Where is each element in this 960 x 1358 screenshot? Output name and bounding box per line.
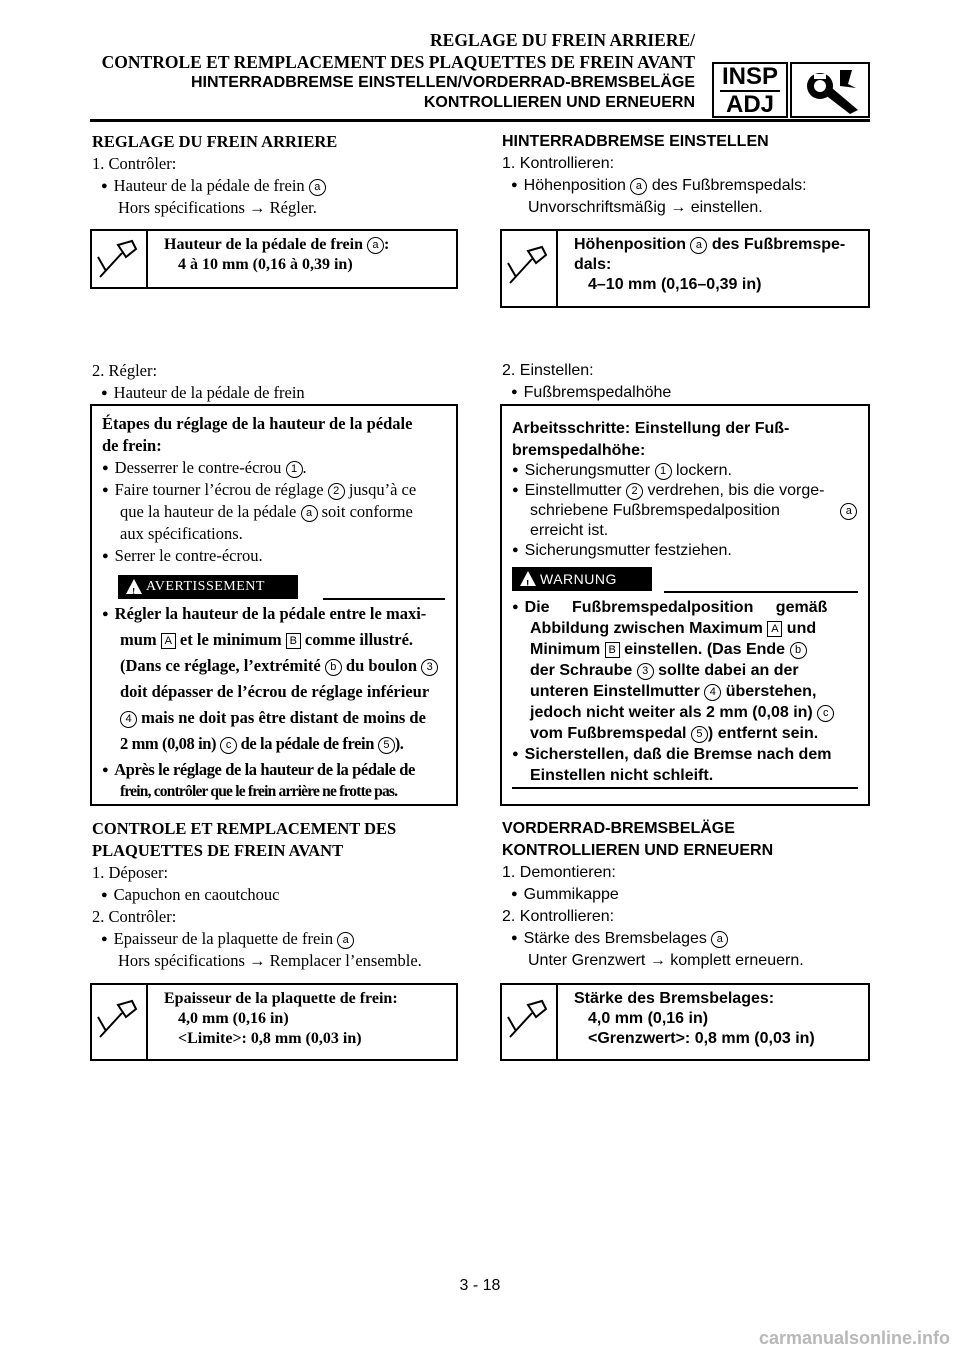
ref-1-marker: 1 bbox=[655, 463, 672, 480]
header-title-fr-1: REGLAGE DU FREIN ARRIERE/ bbox=[430, 30, 695, 50]
ref-2-marker: 2 bbox=[626, 483, 643, 500]
ref-a-marker: a bbox=[630, 178, 647, 195]
ref-3-marker: 3 bbox=[421, 659, 438, 676]
warning-triangle-icon bbox=[520, 571, 536, 586]
fr-warning-l6: 2 mm (0,08 in) c de la pédale de frein 5 ). bbox=[120, 734, 404, 753]
fr-spec2-text: Epaisseur de la plaquette de frein: 4,0 mm (0,16 in) <Limite>: 0,8 mm (0,03 in) bbox=[164, 990, 398, 1047]
ref-a-marker: a bbox=[367, 237, 384, 254]
ref-A-marker: A bbox=[767, 621, 782, 637]
ref-2-marker: 2 bbox=[328, 483, 345, 500]
de-step1: 1. Kontrollieren: bbox=[502, 155, 615, 172]
fr-procedure-title-2: de frein: bbox=[102, 436, 162, 455]
ref-B-marker: B bbox=[286, 633, 301, 649]
header-rule bbox=[90, 119, 870, 122]
de-s2-step1-bullet: ● Gummikappe bbox=[511, 884, 619, 907]
de-warning-l2: Abbildung zwischen Maximum A und bbox=[530, 620, 817, 637]
ref-a-marker: a bbox=[301, 505, 318, 522]
de-warning-bullet-2-l2: Einstellen nicht schleift. bbox=[530, 767, 714, 784]
fr-warning-l5: 4 mais ne doit pas être distant de moins de bbox=[120, 707, 426, 729]
fr-procedure-bullet-3: ● Serrer le contre-écrou. bbox=[102, 545, 263, 569]
ref-3-marker: 3 bbox=[637, 663, 654, 680]
ref-a-marker: a bbox=[690, 237, 707, 254]
de-section2-title-2: KONTROLLIEREN UND ERNEUERN bbox=[502, 842, 774, 859]
de-spec-box-pedal-height bbox=[500, 229, 870, 308]
de-procedure-bullet-1: ● Sicherungsmutter 1 lockern. bbox=[512, 460, 732, 483]
de-procedure-title-2: bremspedalhöhe: bbox=[512, 442, 646, 459]
ref-1-marker: 1 bbox=[286, 461, 303, 478]
de-step1-bullet: ● Höhenposition a des Fußbremspedals: bbox=[511, 175, 807, 198]
fr-warning-bullet-2-l2: frein, contrôler que le frein arrière ne frotte pas. bbox=[120, 783, 398, 800]
ref-4-marker: 4 bbox=[120, 711, 137, 728]
de-step2: 2. Einstellen: bbox=[502, 362, 594, 379]
insp-adj-badge bbox=[712, 62, 788, 118]
ref-b-marker: b bbox=[325, 659, 342, 676]
de-warning-l5: unteren Einstellmutter 4 überstehen, bbox=[530, 683, 817, 700]
de-warning-end-rule bbox=[512, 787, 858, 789]
ref-b-marker: b bbox=[790, 642, 807, 659]
fr-warning-bullet-1: ● Régler la hauteur de la pédale entre le maxi- bbox=[102, 603, 426, 627]
de-procedure-bullet-3: ● Sicherungsmutter festziehen. bbox=[512, 540, 732, 563]
fr-warning-rule bbox=[323, 598, 445, 600]
fr-warning-l3: (Dans ce réglage, l’extrémité b du boulon 3 bbox=[120, 655, 438, 677]
fr-procedure-bullet-2: ● Faire tourner l’écrou de réglage 2 jusqu’à ce bbox=[102, 479, 416, 503]
ref-B-marker: B bbox=[605, 642, 620, 658]
de-step2-bullet: ● Fußbremspedalhöhe bbox=[511, 382, 671, 405]
fr-procedure-bullet-2-l2: que la hauteur de la pédale a soit conforme bbox=[120, 502, 413, 521]
de-s2-step2-bullet: ● Stärke des Bremsbelages a bbox=[511, 928, 728, 951]
ref-A-marker: A bbox=[161, 633, 176, 649]
fr-procedure-title-1: Étapes du réglage de la hauteur de la pédale bbox=[102, 414, 413, 433]
watermark: carmanualsonline.info bbox=[758, 1328, 950, 1348]
ref-a-marker: a bbox=[337, 932, 354, 949]
fr-section1-title: REGLAGE DU FREIN ARRIERE bbox=[92, 132, 338, 151]
de-warning-bullet-1: ● Die Fußbremspedalposition gemäß bbox=[512, 597, 827, 620]
fr-procedure-bullet-1: ● Desserrer le contre-écrou 1 . bbox=[102, 457, 307, 481]
de-section2-title-1: VORDERRAD-BREMSBELÄGE bbox=[502, 820, 735, 837]
de-spec-box-pad-thickness bbox=[500, 983, 870, 1061]
spec-wrench-icon bbox=[502, 231, 558, 306]
ref-c-marker: c bbox=[220, 737, 237, 754]
warning-triangle-icon bbox=[126, 579, 142, 594]
fr-s2-step2: 2. Contrôler: bbox=[92, 907, 177, 926]
ref-a-marker: a bbox=[711, 931, 728, 948]
fr-step1: 1. Contrôler: bbox=[92, 154, 177, 173]
de-warning-label: ! WARNUNG bbox=[512, 567, 652, 591]
de-warning-l4: der Schraube 3 sollte dabei an der bbox=[530, 662, 799, 679]
fr-spec-box-pad-thickness bbox=[90, 983, 458, 1061]
ref-c-marker: c bbox=[817, 705, 834, 722]
fr-step1-bullet: ● Hauteur de la pédale de frein a bbox=[101, 175, 326, 199]
de-spec1-text: Höhenposition a des Fußbremspe- dals: 4–10 mm (0,16–0,39 in) bbox=[574, 236, 846, 293]
de-procedure-bullet-2-l2: schriebene Fußbremspedalposition a bbox=[530, 500, 857, 522]
de-procedure-title-1: Arbeitsschritte: Einstellung der Fuß- bbox=[512, 420, 790, 437]
fr-step2-bullet: ● Hauteur de la pédale de frein bbox=[101, 382, 305, 406]
fr-warning-l4: doit dépasser de l’écrou de réglage inférieur bbox=[120, 682, 430, 701]
fr-s2-step1-bullet: ● Capuchon en caoutchouc bbox=[101, 884, 280, 908]
fr-step2: 2. Régler: bbox=[92, 361, 158, 380]
fr-step1-spec: Hors spécifications → Régler. bbox=[118, 198, 317, 217]
spec-wrench-icon bbox=[92, 231, 148, 287]
fr-procedure-bullet-2-l3: aux spécifications. bbox=[120, 524, 243, 543]
de-procedure-bullet-2: ● Einstellmutter 2 verdrehen, bis die vorge- bbox=[512, 480, 824, 503]
header-title-de-2: KONTROLLIEREN UND ERNEUERN bbox=[423, 94, 695, 111]
de-section1-title: HINTERRADBREMSE EINSTELLEN bbox=[502, 133, 769, 150]
badge-adj-label: ADJ bbox=[725, 91, 774, 118]
fr-section2-title-2: PLAQUETTES DE FREIN AVANT bbox=[92, 841, 344, 860]
fr-spec-box-pedal-height bbox=[90, 229, 458, 289]
ref-5-marker: 5 bbox=[691, 726, 708, 743]
de-s2-step1: 1. Demontieren: bbox=[502, 864, 616, 881]
de-s2-step2-spec: Unter Grenzwert → komplett erneuern. bbox=[528, 952, 804, 969]
fr-s2-step1: 1. Déposer: bbox=[92, 863, 169, 882]
fr-s2-step2-bullet: ● Epaisseur de la plaquette de frein a bbox=[101, 928, 354, 952]
ref-a-marker: a bbox=[309, 179, 326, 196]
fr-warning-label: ! AVERTISSEMENT bbox=[118, 575, 298, 599]
ref-a-marker: a bbox=[840, 503, 857, 520]
spec-wrench-icon bbox=[502, 985, 558, 1059]
de-warning-rule bbox=[664, 591, 858, 593]
fr-spec1-text: Hauteur de la pédale de frein a : 4 à 10 mm (0,16 à 0,39 in) bbox=[164, 236, 390, 273]
page-number: 3 - 18 bbox=[459, 1277, 501, 1294]
de-spec2-text: Stärke des Bremsbelages: 4,0 mm (0,16 in) <Grenzwert>: 0,8 mm (0,03 in) bbox=[574, 990, 815, 1047]
de-warning-l6: jedoch nicht weiter als 2 mm (0,08 in) c bbox=[530, 702, 834, 724]
de-procedure-bullet-2-l3: erreicht ist. bbox=[530, 522, 609, 539]
fr-warning-l2: mum A et le minimum B comme illustré. bbox=[120, 630, 414, 649]
de-warning-bullet-2: ● Sicherstellen, daß die Bremse nach dem bbox=[512, 744, 831, 767]
fr-section2-title-1: CONTROLE ET REMPLACEMENT DES bbox=[92, 819, 397, 838]
fr-warning-bullet-2: ● Après le réglage de la hauteur de la pédale de bbox=[102, 759, 415, 783]
badge-insp-label: INSP bbox=[721, 63, 778, 90]
ref-4-marker: 4 bbox=[704, 684, 721, 701]
header-title-fr-2: CONTROLE ET REMPLACEMENT DES PLAQUETTES DE FREIN AVANT bbox=[101, 52, 695, 72]
tools-icon bbox=[790, 62, 870, 118]
de-s2-step2: 2. Kontrollieren: bbox=[502, 908, 615, 925]
de-warning-l7: vom Fußbremspedal 5 ) entfernt sein. bbox=[530, 725, 819, 742]
header-title-de-1: HINTERRADBREMSE EINSTELLEN/VORDERRAD-BREMSBELÄGE bbox=[190, 74, 695, 91]
de-warning-l3: Minimum B einstellen. (Das Ende b bbox=[530, 639, 807, 661]
ref-5-marker: 5 bbox=[378, 737, 395, 754]
de-step1-spec: Unvorschriftsmäßig → einstellen. bbox=[528, 199, 763, 216]
fr-s2-step2-spec: Hors spécifications → Remplacer l’ensemble. bbox=[118, 951, 422, 970]
spec-wrench-icon bbox=[92, 985, 148, 1059]
